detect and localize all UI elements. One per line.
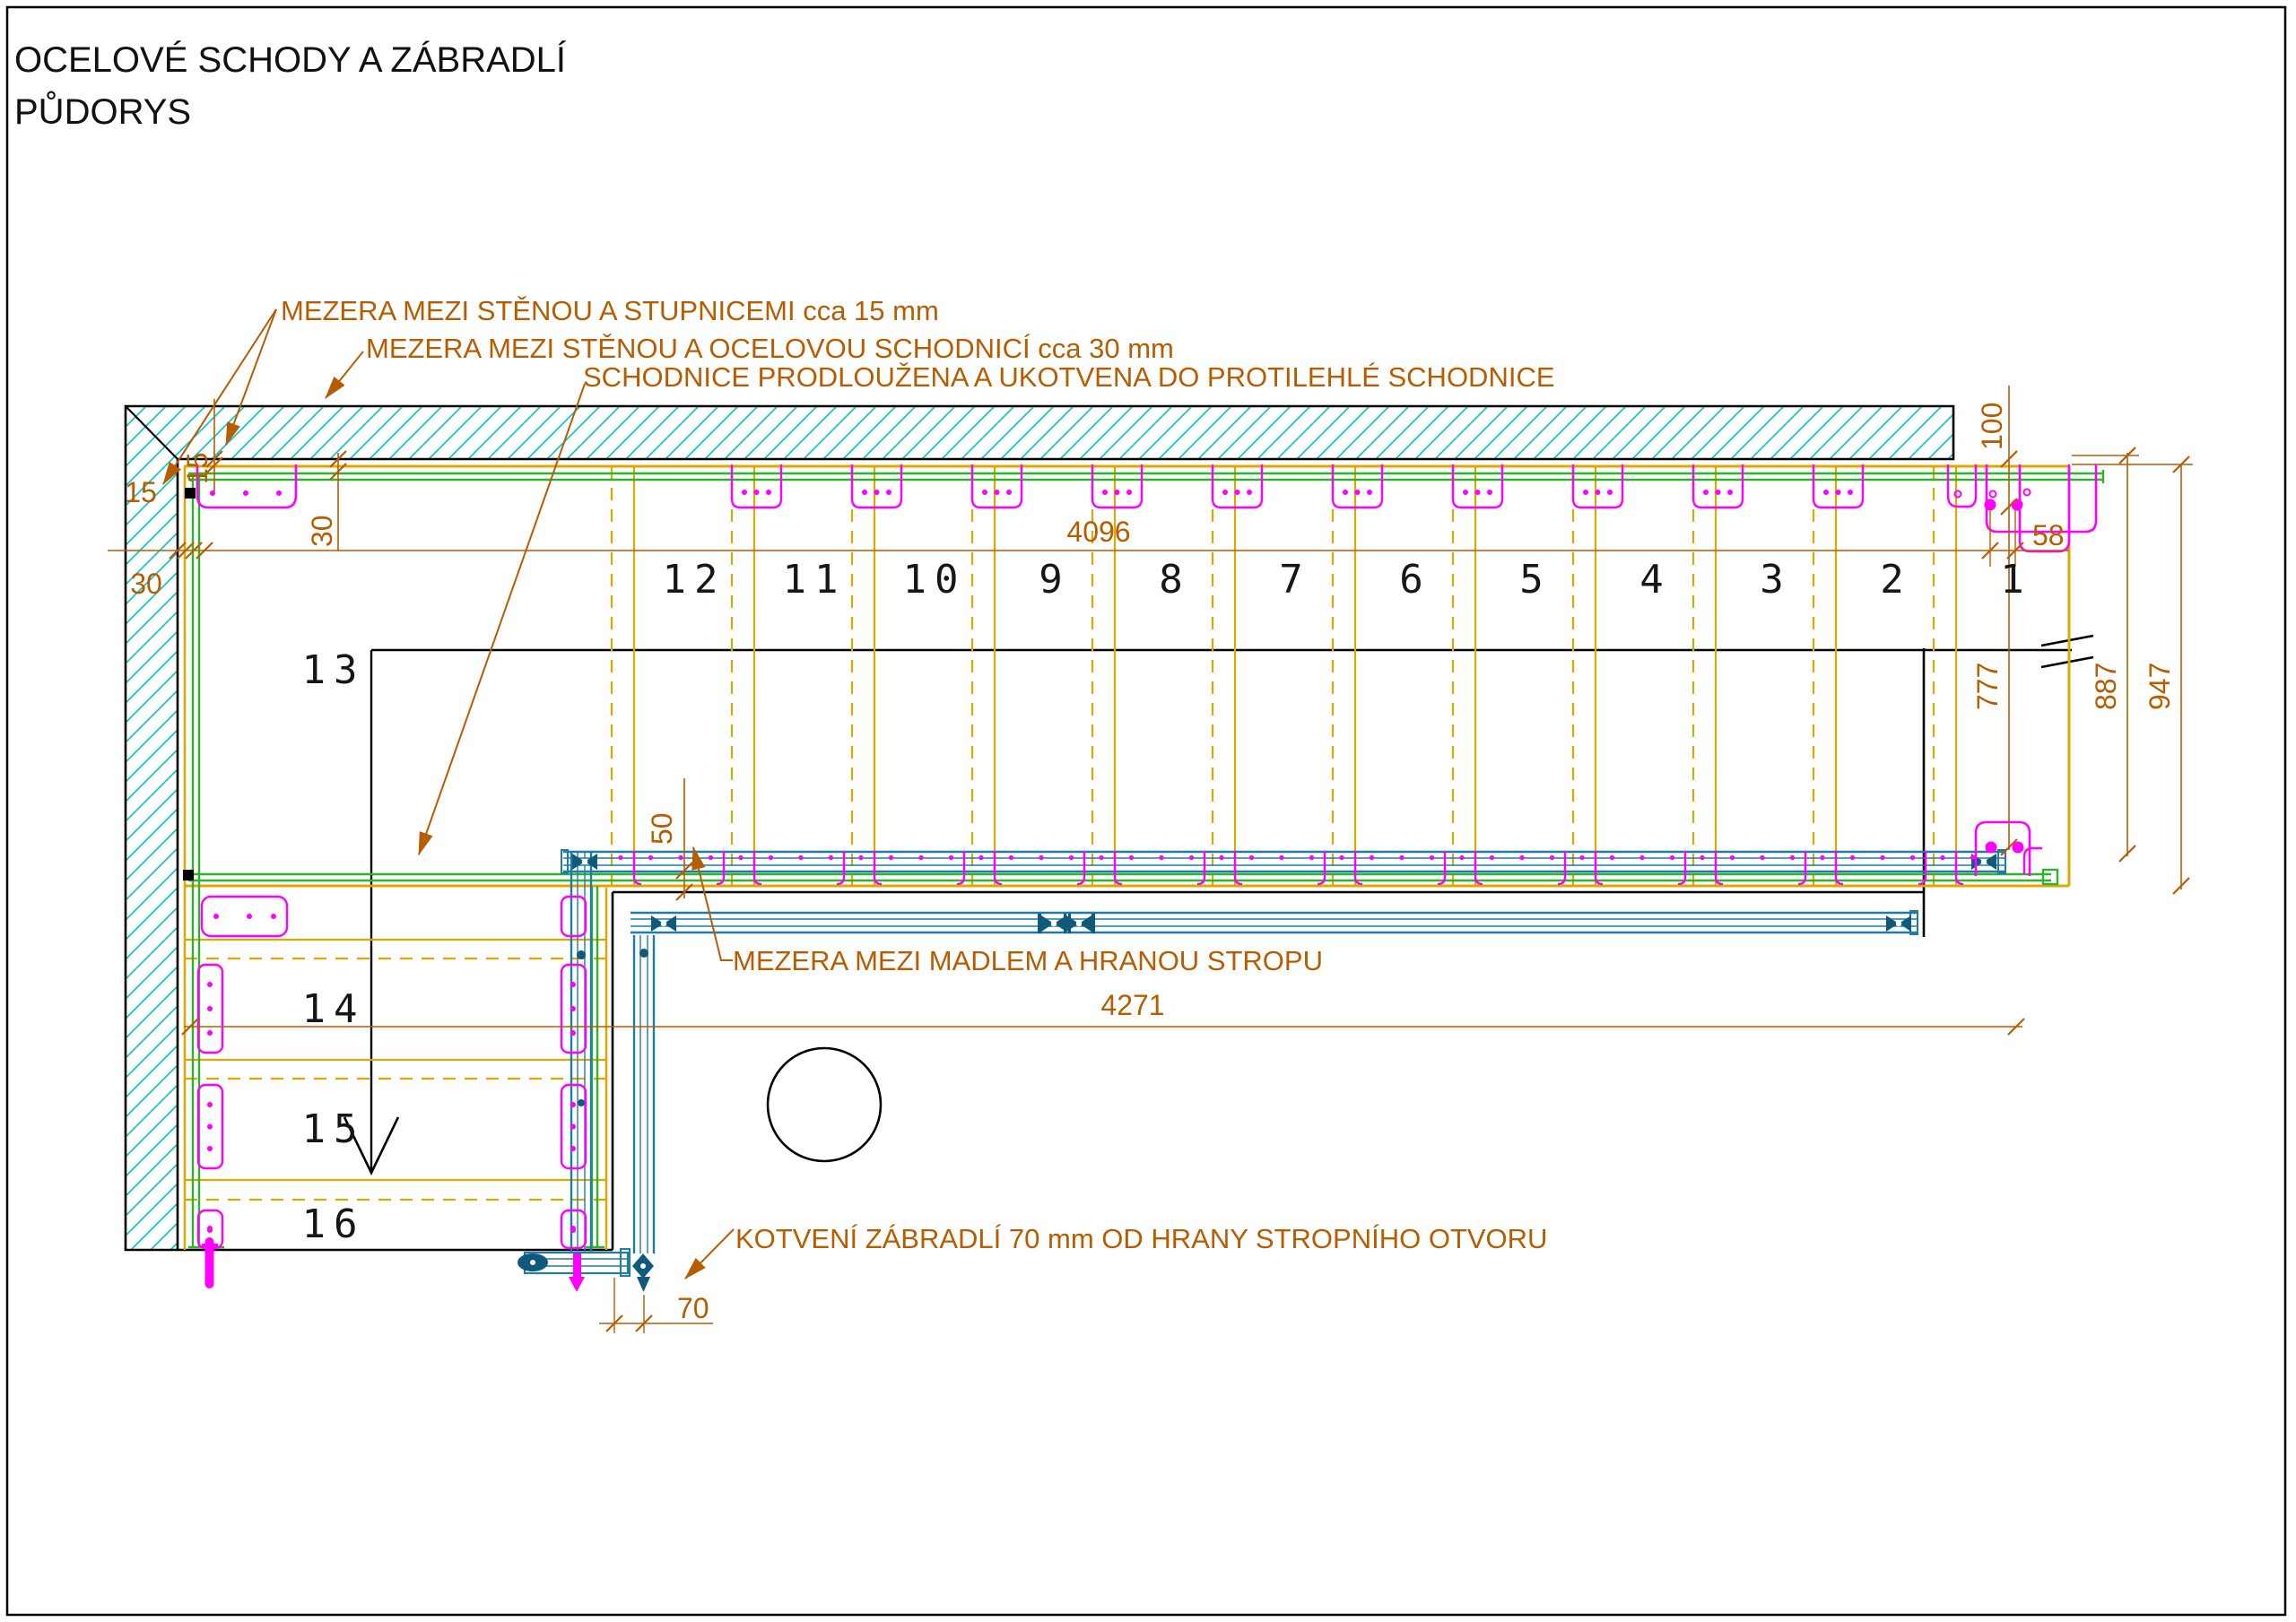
railing-anchor-hole [530, 1260, 535, 1265]
dim-label-50: 50 [646, 812, 678, 845]
bracket-dot [570, 1146, 576, 1151]
rail-rivet-dot [918, 855, 923, 860]
drawing-title: OCELOVÉ SCHODY A ZÁBRADLÍ [14, 40, 567, 80]
dim-label-887: 887 [2090, 662, 2122, 710]
rail-clip [1318, 851, 1325, 884]
bracket-dot [982, 490, 987, 495]
step-number: 1 [2000, 557, 2032, 603]
bracket-dot [570, 1006, 576, 1011]
bracket-dot [1607, 490, 1613, 495]
rail-rivet-dot [1730, 855, 1735, 860]
bracket-dot [276, 490, 282, 496]
stringer-extended-endblock [2043, 870, 2057, 884]
rail-clip [1956, 851, 1963, 884]
tread-bracket-top [1573, 464, 1622, 507]
rail-rivet-dot [1670, 855, 1674, 860]
leader-gap-stringer [326, 351, 363, 398]
rail-clip [1077, 851, 1084, 884]
rail-rivet-dot [1370, 855, 1374, 860]
railing-floor-anchor-tip [569, 1277, 585, 1292]
tread-bracket-top [732, 464, 781, 507]
dim-label-4096: 4096 [1066, 516, 1131, 548]
bracket-dot [207, 1124, 213, 1130]
bracket-dot [1475, 490, 1481, 495]
tread-bracket-top [1092, 464, 1142, 507]
dim-label-15-left: 15 [125, 476, 157, 508]
tread-bracket-top [1213, 464, 1262, 507]
bracket-dot [754, 490, 760, 495]
rail-rivet-dot [769, 855, 773, 860]
rail-clip [1355, 851, 1362, 884]
anchor-bolt [2012, 499, 2023, 511]
bracket-dot [1126, 490, 1132, 495]
rail-rivet-dot [1219, 855, 1223, 860]
wall-outline [126, 406, 1953, 1250]
rail-rivet-dot [1339, 855, 1344, 860]
post-pin [578, 1099, 585, 1106]
bracket-dot [570, 982, 576, 987]
bracket-dot [742, 490, 747, 495]
rail-rivet-dot [1940, 855, 1944, 860]
bracket-dot [874, 490, 880, 495]
bracket-dot [1102, 490, 1108, 495]
rail-rivet-dot [1880, 855, 1884, 860]
tread-bracket-top [1333, 464, 1382, 507]
tread-brackets [197, 464, 2096, 1292]
rail-rivet-dot [648, 855, 653, 860]
annotation-railing-anchor: KOTVENÍ ZÁBRADLÍ 70 mm OD HRANY STROPNÍHO OTVORU [735, 1223, 1548, 1254]
step-number: 10 [902, 557, 967, 603]
rail-rivet-dot [1610, 855, 1614, 860]
annotation-gap-stringer: MEZERA MEZI STĚNOU A OCELOVOU SCHODNICÍ cca 30 mm [366, 333, 1174, 364]
rail-rivet-dot [889, 855, 893, 860]
rail-rivet-dot [1159, 855, 1163, 860]
leader-railing-anchor [685, 1229, 734, 1279]
rail-rivet-dot [1760, 855, 1764, 860]
dim-label-777: 777 [1971, 662, 2004, 710]
dim-label-947: 947 [2144, 662, 2176, 710]
tread-bracket-top [852, 464, 901, 507]
rail-rivet-dot [678, 855, 683, 860]
railing-connector-pin [1051, 921, 1057, 926]
tread-bracket-top [972, 464, 1022, 507]
railing-floor-anchor [573, 1253, 581, 1277]
bracket-dot [1823, 490, 1829, 495]
rail-rivet-dot [1129, 855, 1134, 860]
bracket-dot [766, 490, 771, 495]
bracket-dot [207, 1226, 213, 1231]
rail-clip [717, 851, 724, 884]
bracket-dot [243, 490, 248, 496]
rail-rivet-dot [858, 855, 863, 860]
dim-label-30-top: 30 [306, 515, 338, 547]
walkline-break-mark [2041, 636, 2093, 667]
step-number: 15 [301, 1106, 366, 1152]
rail-clip [874, 851, 882, 884]
rail-rivet-dot [618, 855, 622, 860]
handrail-endcap [1910, 911, 1918, 934]
anchor-bolt [1985, 499, 1996, 511]
rail-rivet-dot [1039, 855, 1043, 860]
post-anchor-pin [640, 1263, 646, 1269]
step-number: 8 [1159, 557, 1191, 603]
rail-clip [634, 851, 641, 884]
rail-rivet-dot [798, 855, 803, 860]
rail-rivet-dot [1850, 855, 1855, 860]
railing-connector-pin [1981, 859, 1987, 864]
stringer-anchor-bolt-top [185, 488, 196, 499]
step-number: 3 [1760, 557, 1792, 603]
rail-clip [1197, 851, 1205, 884]
bracket-dot [570, 1124, 576, 1130]
bracket-dot [1716, 490, 1721, 495]
dim-label-58: 58 [2032, 519, 2065, 551]
dim-label-70: 70 [677, 1292, 709, 1324]
bracket-dot [1115, 490, 1120, 495]
rail-rivet-dot [1279, 855, 1283, 860]
rail-rivet-dot [1639, 855, 1644, 860]
anchor-bracket-small [1948, 464, 1976, 507]
bracket-dot [207, 1102, 213, 1107]
coupler-bar [1064, 914, 1066, 933]
column-circle [768, 1048, 881, 1161]
step-number: 4 [1639, 557, 1672, 603]
rail-rivet-dot [1490, 855, 1494, 860]
bracket-dot [570, 1226, 576, 1231]
drawing-subtitle: PŮDORYS [14, 92, 192, 132]
step-number: 6 [1399, 557, 1431, 603]
post-anchor-arrow-icon [637, 1277, 650, 1292]
rail-rivet-dot [1189, 855, 1194, 860]
bracket-dot [1355, 490, 1361, 495]
annotation-stringer-extended: SCHODNICE PRODLOUŽENA A UKOTVENA DO PROTILEHLÉ SCHODNICE [583, 361, 1555, 393]
step-number: 13 [301, 647, 366, 693]
rail-clip [1558, 851, 1565, 884]
step-number: 5 [1519, 557, 1552, 603]
rail-clip [1798, 851, 1805, 884]
bracket-dot [247, 914, 252, 919]
tread-bracket-top [1693, 464, 1743, 507]
rail-clip [1596, 851, 1603, 884]
rail-clip [754, 851, 761, 884]
rail-rivet-dot [1430, 855, 1434, 860]
dimensions [108, 386, 2193, 1333]
bracket-dot [213, 914, 219, 919]
rail-rivet-dot [1099, 855, 1103, 860]
coupler-bar [1068, 914, 1071, 933]
bracket-dot [207, 982, 213, 987]
rail-clip [1438, 851, 1445, 884]
bracket-dot [1727, 490, 1733, 495]
rail-clip [1678, 851, 1685, 884]
step-number: 16 [301, 1201, 366, 1247]
bracket-dot [1848, 490, 1853, 495]
step-number: 11 [782, 557, 847, 603]
bracket-dot [1596, 490, 1601, 495]
railing-connector-pin [582, 859, 587, 864]
rail-rivet-dot [1249, 855, 1254, 860]
rail-rivet-dot [1550, 855, 1554, 860]
post-pin [577, 950, 586, 959]
wall [126, 406, 1953, 1250]
stringer-anchor-bolt-mid [183, 870, 194, 880]
rail-rivet-dot [829, 855, 833, 860]
rail-clip [837, 851, 844, 884]
step-number: 14 [301, 986, 366, 1032]
bracket-dot [570, 1102, 576, 1107]
anchor-bracket-small [2024, 848, 2042, 874]
rail-clip [1836, 851, 1843, 884]
bracket-dot [1222, 490, 1228, 495]
dim-label-100: 100 [1976, 402, 2008, 450]
rail-rivet-dot [1459, 855, 1464, 860]
step-number: 2 [1880, 557, 1912, 603]
bracket-dot [1367, 490, 1372, 495]
bracket-dot [1487, 490, 1492, 495]
rail-clip [1716, 851, 1723, 884]
bracket-dot [1247, 490, 1252, 495]
title-block [14, 39, 567, 132]
rail-rivet-dot [1970, 855, 1975, 860]
bracket-dot [1583, 490, 1588, 495]
railing-connector-pin [1896, 921, 1901, 926]
bracket-dot [1343, 490, 1348, 495]
bracket-dot [1235, 490, 1240, 495]
bracket-dot [207, 1030, 213, 1036]
tread-bracket-top [1453, 464, 1502, 507]
rail-rivet-dot [1790, 855, 1795, 860]
dim-label-30-left: 30 [130, 568, 162, 600]
rail-rivet-dot [1579, 855, 1584, 860]
tread-bracket-top [1813, 464, 1863, 507]
landing-bracket-right [561, 897, 586, 936]
coupler-bar [1091, 914, 1095, 933]
rail-rivet-dot [1069, 855, 1074, 860]
rail-rivet-dot [1009, 855, 1013, 860]
post-pin [639, 949, 648, 958]
bracket-dot [995, 490, 1000, 495]
rail-rivet-dot [978, 855, 983, 860]
handrail-endcap [561, 850, 568, 873]
bracket-dot [1703, 490, 1709, 495]
rail-rivet-dot [1399, 855, 1404, 860]
rail-clip [1475, 851, 1483, 884]
leader-gap-handrail [693, 847, 733, 960]
railing-connector-pin [1076, 921, 1082, 926]
bracket-dot [1463, 490, 1468, 495]
rail-rivet-dot [1309, 855, 1314, 860]
bracket-dot [1006, 490, 1012, 495]
rail-clip [1115, 851, 1122, 884]
bracket-hole [1990, 491, 1996, 498]
rail-rivet-dot [1820, 855, 1824, 860]
rail-clip [1918, 851, 1926, 884]
rail-clip [1235, 851, 1242, 884]
railing-connector-pin [661, 921, 666, 926]
coupler-bar [1038, 914, 1041, 933]
bracket-dot [862, 490, 867, 495]
bracket-dot [886, 490, 891, 495]
dim-label-15-top: 15 [181, 452, 213, 484]
dim-label-4271: 4271 [1100, 989, 1165, 1021]
rail-rivet-dot [709, 855, 713, 860]
annotation-gap-handrail: MEZERA MEZI MADLEM A HRANOU STROPU [733, 945, 1323, 976]
bracket-dot [207, 1146, 213, 1151]
bracket-hole [2024, 490, 2031, 496]
rail-rivet-dot [949, 855, 953, 860]
bracket-dot [1836, 490, 1841, 495]
step-number: 7 [1279, 557, 1311, 603]
rail-rivet-dot [738, 855, 743, 860]
rail-rivet-dot [1519, 855, 1524, 860]
rail-clip [995, 851, 1002, 884]
bracket-dot [570, 1030, 576, 1036]
bracket-dot [207, 1006, 213, 1011]
bracket-dot [271, 914, 276, 919]
rail-rivet-dot [1910, 855, 1915, 860]
anchor-bolt [1986, 842, 1997, 854]
step-number: 12 [662, 557, 726, 603]
rail-clip [957, 851, 964, 884]
annotation-gap-treads: MEZERA MEZI STĚNOU A STUPNICEMI cca 15 mm [281, 295, 939, 326]
rail-rivet-dot [1700, 855, 1704, 860]
step-number: 9 [1039, 557, 1071, 603]
sheet-border [7, 7, 2285, 1615]
